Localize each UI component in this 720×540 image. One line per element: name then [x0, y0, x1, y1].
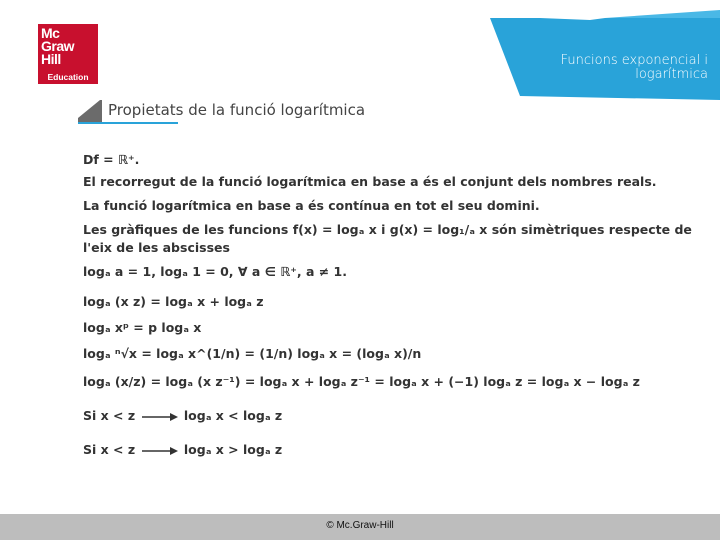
- property-increasing: [83, 408, 282, 423]
- section-title: Propietats de la funció logarítmica: [108, 101, 366, 119]
- property-range: El recorregut de la funció logarítmica en base a és el conjunt dels nombres reals.: [83, 174, 657, 189]
- logo-line-4: Education: [47, 72, 89, 82]
- increasing-condition: Si x < z: [83, 408, 136, 423]
- header-banner: [480, 0, 720, 100]
- property-power: logₐ xᵖ = p logₐ x: [83, 320, 202, 335]
- mcgraw-hill-logo: [38, 24, 98, 84]
- logo-line-2: Graw: [41, 38, 75, 54]
- footer-bar: [0, 514, 720, 540]
- header-title-line-2: logarítmica: [635, 67, 708, 82]
- logo-line-1: Mc: [41, 25, 60, 41]
- decreasing-result: logₐ x > logₐ z: [183, 442, 283, 457]
- increasing-result: logₐ x < logₐ z: [183, 408, 283, 423]
- property-decreasing: [83, 442, 282, 457]
- property-continuity: La funció logarítmica en base a és contínua en tot el seu domini.: [83, 198, 540, 213]
- property-domain: Df = ℝ⁺.: [83, 152, 140, 167]
- property-symmetry-line-1: Les gràfiques de les funcions f(x) = logₐ x i g(x) = log₁/ₐ x són simètriques respecte de: [83, 222, 692, 237]
- property-product: logₐ (x z) = logₐ x + logₐ z: [83, 294, 264, 309]
- header-title: [508, 54, 708, 82]
- property-symmetry-line-2: l'eix de les abscisses: [83, 240, 230, 255]
- property-base-values: logₐ a = 1, logₐ 1 = 0, ∀ a ∈ ℝ⁺, a ≠ 1.: [83, 264, 348, 279]
- header-title-line-1: Funcions exponencial i: [560, 53, 708, 68]
- logo-line-3: Hill: [41, 51, 61, 67]
- footer-copyright: © Mc.Graw-Hill: [326, 520, 394, 531]
- arrow-right-icon: [140, 412, 180, 422]
- property-quotient: logₐ (x/z) = logₐ (x z⁻¹) = logₐ x + logₐ z⁻¹ = logₐ x + (−1) logₐ z = logₐ x − logₐ z: [83, 374, 640, 389]
- decreasing-condition: Si x < z: [83, 442, 136, 457]
- property-root: logₐ ⁿ√x = logₐ x^(1/n) = (1/n) logₐ x = (logₐ x)/n: [83, 346, 422, 361]
- arrow-right-icon: [140, 446, 180, 456]
